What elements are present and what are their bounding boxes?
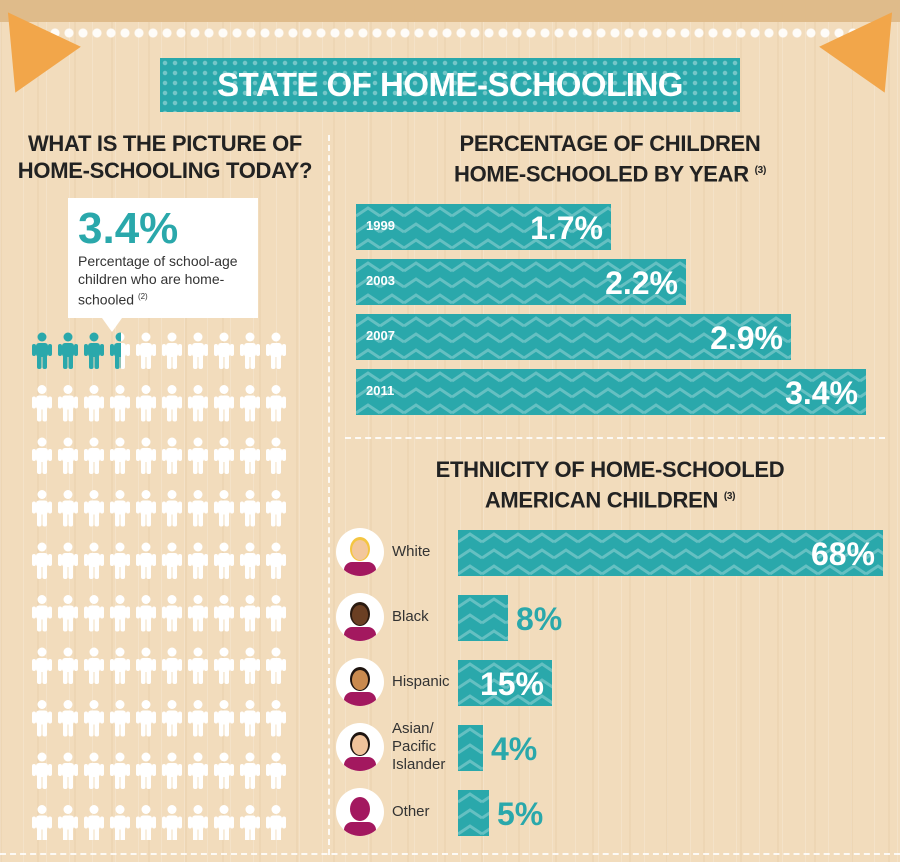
year-bar-2011 bbox=[356, 369, 866, 415]
ethnicity-bar bbox=[458, 790, 489, 836]
person-figure bbox=[84, 543, 104, 580]
ethnicity-avatar bbox=[336, 528, 384, 576]
people-layer bbox=[32, 333, 286, 841]
person-figure bbox=[110, 753, 130, 790]
person-figure bbox=[214, 595, 234, 632]
person-figure bbox=[58, 595, 78, 632]
year-label: 1999 bbox=[366, 218, 395, 233]
title-banner bbox=[160, 58, 740, 112]
ethnicity-value-label: 15% bbox=[479, 666, 544, 702]
stat-ref: (2) bbox=[137, 292, 148, 301]
person-figure bbox=[84, 385, 104, 422]
person-figure bbox=[136, 438, 156, 475]
person-figure bbox=[240, 805, 260, 840]
ethnicity-value-label: 5% bbox=[497, 796, 544, 832]
year-label: 2007 bbox=[366, 328, 395, 343]
person-figure bbox=[136, 648, 156, 685]
person-figure bbox=[266, 385, 286, 422]
person-figure bbox=[162, 385, 182, 422]
person-figure bbox=[214, 438, 234, 475]
ethnicity-value-label: 68% bbox=[810, 536, 875, 572]
bottom-divider bbox=[0, 853, 900, 855]
ethnicity-label bbox=[392, 803, 430, 821]
person-figure bbox=[136, 543, 156, 580]
stat-value: 3.4% bbox=[78, 204, 179, 253]
person-figure bbox=[58, 385, 78, 422]
year-chart-title bbox=[430, 130, 790, 187]
person-figure bbox=[32, 543, 52, 580]
person-figure bbox=[188, 385, 208, 422]
person-figure bbox=[110, 648, 130, 685]
person-figure bbox=[136, 490, 156, 527]
person-figure bbox=[162, 753, 182, 790]
page-title: STATE OF HOME-SCHOOLING bbox=[217, 66, 683, 103]
person-figure bbox=[110, 543, 130, 580]
person-figure bbox=[110, 805, 130, 840]
person-figure bbox=[110, 385, 130, 422]
vertical-divider bbox=[328, 135, 330, 855]
stat-callout bbox=[68, 198, 258, 318]
stat-description bbox=[78, 252, 253, 309]
person-figure bbox=[162, 700, 182, 737]
person-figure bbox=[266, 595, 286, 632]
person-figure bbox=[110, 700, 130, 737]
person-figure bbox=[266, 438, 286, 475]
person-figure bbox=[32, 385, 52, 422]
stat-desc-text: Percentage of school-age children who are home-schooled bbox=[78, 253, 238, 308]
person-figure bbox=[214, 490, 234, 527]
picture-title-line2: HOME-SCHOOLING TODAY? bbox=[17, 158, 313, 183]
person-figure bbox=[266, 490, 286, 527]
person-figure bbox=[214, 700, 234, 737]
picture-title-line1: WHAT IS THE PICTURE OF bbox=[27, 131, 303, 156]
person-figure bbox=[214, 385, 234, 422]
ethnicity-label-line: Pacific bbox=[392, 738, 437, 755]
person-figure bbox=[110, 438, 130, 475]
person-figure bbox=[240, 490, 260, 527]
person-figure bbox=[84, 753, 104, 790]
year-title-ref: (3) bbox=[754, 165, 766, 176]
person-figure bbox=[188, 753, 208, 790]
ethnicity-label-line: Asian/ bbox=[392, 720, 434, 737]
person-figure bbox=[214, 543, 234, 580]
person-figure bbox=[266, 805, 286, 840]
year-title-text: HOME-SCHOOLED BY YEAR bbox=[454, 161, 749, 187]
person-figure bbox=[58, 543, 78, 580]
person-figure bbox=[162, 543, 182, 580]
eth-title-text: AMERICAN CHILDREN bbox=[484, 487, 719, 513]
person-figure bbox=[240, 385, 260, 422]
person-figure bbox=[162, 490, 182, 527]
person-figure bbox=[136, 385, 156, 422]
dot-border bbox=[20, 26, 880, 40]
year-label: 2003 bbox=[366, 273, 395, 288]
person-figure bbox=[32, 333, 52, 370]
year-bar-1999 bbox=[356, 204, 611, 250]
ethnicity-avatar bbox=[336, 723, 384, 771]
top-decor-strip bbox=[0, 0, 900, 22]
person-figure bbox=[266, 648, 286, 685]
person-figure bbox=[84, 490, 104, 527]
person-figure bbox=[58, 490, 78, 527]
person-figure bbox=[240, 753, 260, 790]
person-figure bbox=[188, 543, 208, 580]
person-figure bbox=[214, 805, 234, 840]
person-figure bbox=[58, 805, 78, 840]
ethnicity-label bbox=[392, 720, 445, 774]
person-figure bbox=[58, 438, 78, 475]
ethnicity-avatar bbox=[336, 593, 384, 641]
person-figure bbox=[136, 805, 156, 840]
person-figure bbox=[162, 438, 182, 475]
year-value-label: 2.9% bbox=[710, 320, 783, 356]
ethnicity-avatar bbox=[336, 658, 384, 706]
person-figure bbox=[240, 438, 260, 475]
year-value-label: 2.2% bbox=[605, 265, 678, 301]
person-figure bbox=[32, 805, 52, 840]
person-figure bbox=[162, 333, 182, 370]
person-figure bbox=[84, 700, 104, 737]
person-figure bbox=[32, 438, 52, 475]
person-figure bbox=[58, 648, 78, 685]
person-figure bbox=[162, 648, 182, 685]
year-title-line2 bbox=[430, 157, 790, 187]
person-figure bbox=[266, 700, 286, 737]
person-figure bbox=[240, 595, 260, 632]
eth-title-line2 bbox=[420, 483, 800, 513]
person-figure bbox=[32, 753, 52, 790]
people-grid bbox=[30, 330, 295, 840]
person-figure bbox=[32, 648, 52, 685]
person-figure bbox=[188, 700, 208, 737]
person-figure bbox=[32, 490, 52, 527]
person-figure bbox=[240, 648, 260, 685]
person-figure bbox=[214, 753, 234, 790]
person-figure bbox=[136, 333, 156, 370]
ethnicity-avatar bbox=[336, 788, 384, 836]
ethnicity-label bbox=[392, 673, 450, 691]
horizontal-divider bbox=[345, 437, 885, 439]
year-value-label: 1.7% bbox=[530, 210, 603, 246]
ethnicity-bar bbox=[458, 530, 883, 576]
person-figure bbox=[110, 333, 130, 370]
ethnicity-label-line: White bbox=[392, 543, 431, 560]
person-figure bbox=[266, 333, 286, 370]
person-figure bbox=[188, 490, 208, 527]
person-figure bbox=[240, 700, 260, 737]
ethnicity-label bbox=[392, 543, 430, 561]
ethnicity-value-label: 4% bbox=[491, 731, 538, 767]
ethnicity-value-label: 8% bbox=[516, 601, 563, 637]
person-figure bbox=[188, 805, 208, 840]
person-figure bbox=[240, 333, 260, 370]
ethnicity-bar bbox=[458, 660, 552, 706]
person-figure bbox=[136, 753, 156, 790]
ethnicity-chart-title bbox=[420, 456, 800, 513]
person-figure bbox=[266, 543, 286, 580]
person-figure bbox=[266, 753, 286, 790]
ethnicity-label-line: Other bbox=[392, 803, 430, 820]
person-figure bbox=[32, 700, 52, 737]
ethnicity-label-line: Black bbox=[392, 608, 429, 625]
year-label: 2011 bbox=[366, 383, 395, 398]
eth-title-line1: ETHNICITY OF HOME-SCHOOLED bbox=[435, 457, 785, 482]
person-figure bbox=[162, 595, 182, 632]
picture-section-title bbox=[15, 130, 315, 184]
person-figure bbox=[240, 543, 260, 580]
person-figure bbox=[136, 595, 156, 632]
ethnicity-label bbox=[392, 608, 429, 626]
person-figure bbox=[136, 700, 156, 737]
person-figure bbox=[188, 648, 208, 685]
eth-title-ref: (3) bbox=[723, 491, 736, 502]
ethnicity-bar bbox=[458, 595, 508, 641]
person-figure bbox=[188, 595, 208, 632]
person-figure bbox=[162, 805, 182, 840]
year-bar-2007 bbox=[356, 314, 791, 360]
person-figure bbox=[58, 753, 78, 790]
year-title-line1: PERCENTAGE OF CHILDREN bbox=[459, 131, 761, 156]
ethnicity-label-line: Islander bbox=[392, 756, 446, 773]
person-figure bbox=[84, 333, 104, 370]
person-figure bbox=[84, 805, 104, 840]
person-figure bbox=[110, 490, 130, 527]
person-figure bbox=[188, 333, 208, 370]
ethnicity-bar bbox=[458, 725, 483, 771]
year-value-label: 3.4% bbox=[785, 375, 858, 411]
person-figure bbox=[214, 333, 234, 370]
person-figure bbox=[188, 438, 208, 475]
person-figure bbox=[84, 595, 104, 632]
person-figure bbox=[58, 700, 78, 737]
person-figure bbox=[58, 333, 78, 370]
person-figure bbox=[32, 595, 52, 632]
year-bar-2003 bbox=[356, 259, 686, 305]
person-figure bbox=[84, 438, 104, 475]
person-figure bbox=[110, 595, 130, 632]
person-figure bbox=[84, 648, 104, 685]
person-figure bbox=[214, 648, 234, 685]
ethnicity-label-line: Hispanic bbox=[392, 673, 450, 690]
